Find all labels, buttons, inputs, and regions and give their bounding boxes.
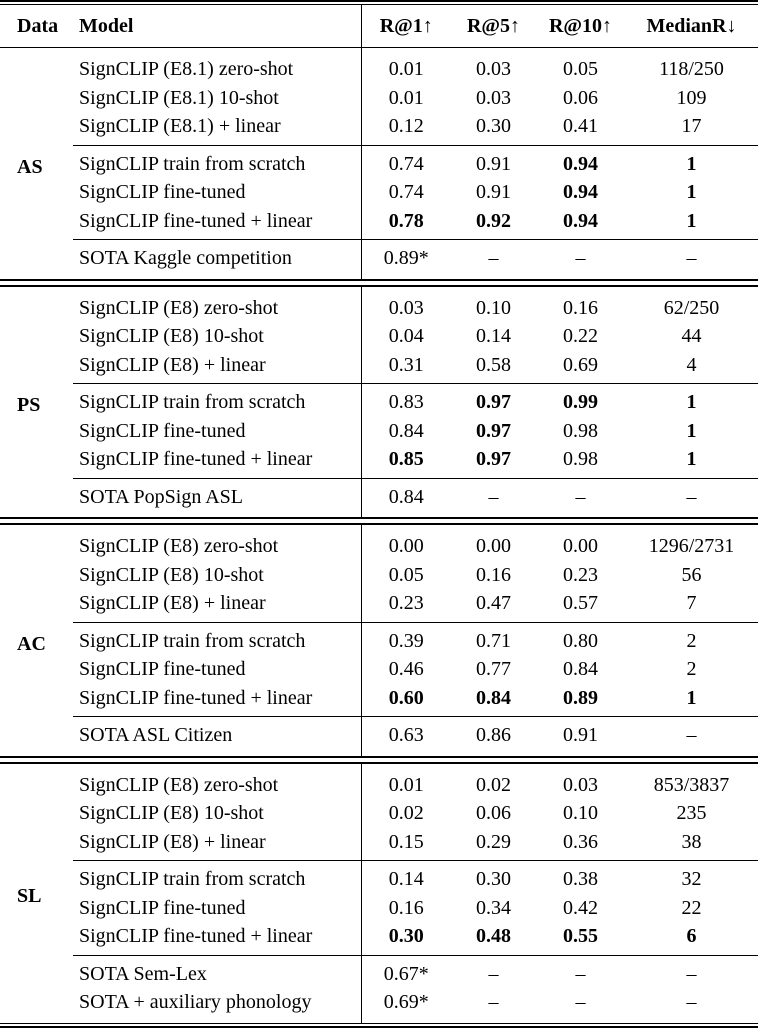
value-cell: 0.84 <box>476 686 511 709</box>
value-cell: 1 <box>686 686 697 709</box>
model-cell: SignCLIP fine-tuned <box>79 658 246 680</box>
value-cell: 0.85 <box>361 445 451 478</box>
header-row <box>0 5 758 48</box>
value-cell: 0.91 <box>536 717 625 757</box>
value-cell: 0.89 <box>563 686 598 709</box>
value-cell: 0.15 <box>361 828 451 861</box>
header-r1: R@1↑ <box>361 5 451 48</box>
value-cell: – <box>536 478 625 518</box>
model-cell: SignCLIP (E8) zero-shot <box>79 773 279 796</box>
model-cell: SignCLIP (E8.1) zero-shot <box>79 58 294 80</box>
value-cell: – <box>451 240 536 280</box>
value-cell: 0.22 <box>563 325 598 347</box>
value-cell: 118/250 <box>659 58 724 80</box>
value-cell: 0.04 <box>361 322 451 351</box>
table-row <box>0 655 758 684</box>
table-row <box>0 178 758 207</box>
value-cell: 38 <box>681 830 702 853</box>
value-cell: 0.74 <box>361 145 451 178</box>
value-cell: 0.03 <box>476 58 511 80</box>
value-cell: 1 <box>625 145 758 178</box>
group-label-sl: SL <box>17 885 42 908</box>
value-cell: 0.80 <box>536 622 625 655</box>
table-row <box>0 48 758 84</box>
value-cell: 0.92 <box>476 209 511 232</box>
table-row <box>0 478 758 518</box>
value-cell: 0.30 <box>451 861 536 894</box>
value-cell: 0.91 <box>451 145 536 178</box>
value-cell: 0.63 <box>361 717 451 757</box>
value-cell: 0.69 <box>563 353 598 376</box>
model-cell: SOTA Sem-Lex <box>73 955 361 988</box>
value-cell: 0.94 <box>563 181 598 203</box>
value-cell: – <box>488 991 499 1013</box>
model-cell: SignCLIP fine-tuned + linear <box>79 448 313 470</box>
table-row <box>0 207 758 240</box>
model-cell: SOTA Kaggle competition <box>73 240 361 280</box>
table-row <box>0 988 758 1023</box>
table-row <box>0 145 758 178</box>
table-row <box>0 84 758 113</box>
table-row <box>0 112 758 145</box>
value-cell: 0.16 <box>563 296 598 319</box>
value-cell: 0.67* <box>361 955 451 988</box>
value-cell: 0.14 <box>361 861 451 894</box>
value-cell: 0.00 <box>361 524 451 561</box>
value-cell: 4 <box>686 353 697 376</box>
model-cell: SignCLIP fine-tuned + linear <box>79 925 313 947</box>
group-label-ac: AC <box>17 632 46 655</box>
table-row <box>0 384 758 417</box>
value-cell: – <box>625 955 758 988</box>
value-cell: 0.16 <box>361 894 451 923</box>
value-cell: 0.78 <box>361 207 451 240</box>
table-row <box>0 763 758 800</box>
value-cell: 0.89* <box>361 240 451 280</box>
value-cell: 1 <box>686 448 697 470</box>
value-cell: – <box>625 478 758 518</box>
value-cell: 0.71 <box>451 622 536 655</box>
value-cell: 1296/2731 <box>648 535 735 557</box>
value-cell: 0.99 <box>536 384 625 417</box>
value-cell: 0.74 <box>361 178 451 207</box>
value-cell: – <box>451 955 536 988</box>
value-cell: 0.47 <box>476 592 511 614</box>
table-row <box>0 322 758 351</box>
value-cell: 0.60 <box>361 684 451 717</box>
value-cell: 22 <box>681 896 702 919</box>
header-model: Model <box>73 5 361 48</box>
model-cell: SignCLIP train from scratch <box>73 384 361 417</box>
value-cell: 0.36 <box>563 830 598 853</box>
value-cell: 0.01 <box>361 48 451 84</box>
value-cell: 1 <box>686 181 697 203</box>
value-cell: 0.00 <box>563 535 598 557</box>
value-cell: – <box>625 240 758 280</box>
model-cell: SignCLIP (E8.1) 10-shot <box>79 86 279 109</box>
value-cell: 0.38 <box>536 861 625 894</box>
table-header <box>0 5 758 48</box>
model-cell: SOTA ASL Citizen <box>73 717 361 757</box>
value-cell: 0.14 <box>476 325 511 347</box>
table-row <box>0 524 758 561</box>
value-cell: – <box>536 955 625 988</box>
value-cell: 0.39 <box>361 622 451 655</box>
model-cell: SignCLIP (E8) zero-shot <box>79 296 279 319</box>
model-cell: SignCLIP (E8.1) + linear <box>79 115 281 137</box>
header-r10: R@10↑ <box>536 5 625 48</box>
value-cell: 235 <box>676 802 707 824</box>
value-cell: 0.01 <box>361 763 451 800</box>
value-cell: 32 <box>625 861 758 894</box>
header-r5: R@5↑ <box>451 5 536 48</box>
value-cell: 853/3837 <box>653 773 730 796</box>
table-row <box>0 240 758 280</box>
value-cell: 0.10 <box>563 802 598 824</box>
model-cell: SignCLIP (E8) 10-shot <box>79 325 264 347</box>
model-cell: SignCLIP (E8) 10-shot <box>79 563 264 586</box>
value-cell: 1 <box>686 209 697 232</box>
model-cell: SignCLIP (E8) zero-shot <box>79 535 279 557</box>
model-cell: SignCLIP (E8) + linear <box>79 830 266 853</box>
table-bottom-rule <box>0 1023 758 1028</box>
value-cell: 0.91 <box>476 181 511 203</box>
value-cell: 0.48 <box>476 925 511 947</box>
value-cell: 0.10 <box>476 296 511 319</box>
value-cell: 0.69* <box>361 988 451 1023</box>
value-cell: 0.84 <box>361 478 451 518</box>
value-cell: 0.46 <box>361 655 451 684</box>
model-cell: SignCLIP fine-tuned <box>79 181 246 203</box>
value-cell: 0.55 <box>563 925 598 947</box>
value-cell: 0.23 <box>563 563 598 586</box>
value-cell: 56 <box>681 563 702 586</box>
model-cell: SignCLIP (E8) 10-shot <box>79 802 264 824</box>
value-cell: 0.03 <box>361 286 451 323</box>
model-cell: SignCLIP (E8) + linear <box>79 592 266 614</box>
header-data: Data <box>0 5 73 48</box>
table-row <box>0 561 758 590</box>
value-cell: 17 <box>681 115 702 137</box>
value-cell: 0.01 <box>361 84 451 113</box>
table-row <box>0 894 758 923</box>
value-cell: 1 <box>625 384 758 417</box>
value-cell: – <box>625 717 758 757</box>
value-cell: 0.97 <box>476 448 511 470</box>
table-row <box>0 351 758 384</box>
value-cell: – <box>686 991 697 1013</box>
value-cell: 0.06 <box>563 86 598 109</box>
model-cell: SOTA PopSign ASL <box>73 478 361 518</box>
value-cell: 109 <box>676 86 707 109</box>
value-cell: 0.16 <box>476 563 511 586</box>
value-cell: 0.42 <box>563 896 598 919</box>
table-row <box>0 445 758 478</box>
table-row <box>0 799 758 828</box>
value-cell: 2 <box>686 658 697 680</box>
value-cell: 0.05 <box>563 58 598 80</box>
value-cell: 0.94 <box>536 145 625 178</box>
value-cell: 0.02 <box>476 773 511 796</box>
value-cell: 0.30 <box>361 922 451 955</box>
table-row <box>0 622 758 655</box>
value-cell: 0.29 <box>476 830 511 853</box>
value-cell: 0.98 <box>563 419 598 442</box>
value-cell: 0.30 <box>476 115 511 137</box>
model-cell: SignCLIP train from scratch <box>73 145 361 178</box>
value-cell: 0.03 <box>476 86 511 109</box>
model-cell: SignCLIP (E8) + linear <box>79 353 266 376</box>
value-cell: 0.94 <box>563 209 598 232</box>
table-row <box>0 717 758 757</box>
table-row <box>0 955 758 988</box>
model-cell: SignCLIP train from scratch <box>73 861 361 894</box>
group-label-ps: PS <box>17 394 41 416</box>
value-cell: 7 <box>686 592 697 614</box>
group-label-as: AS <box>17 155 43 178</box>
results-tbody <box>0 48 758 1023</box>
model-cell: SignCLIP fine-tuned + linear <box>79 686 313 709</box>
value-cell: 0.31 <box>361 351 451 384</box>
value-cell: 0.77 <box>476 658 511 680</box>
model-cell: SignCLIP fine-tuned <box>79 896 246 919</box>
value-cell: 0.34 <box>476 896 511 919</box>
model-cell: SignCLIP fine-tuned <box>79 419 246 442</box>
table-row <box>0 922 758 955</box>
value-cell: 0.97 <box>476 419 511 442</box>
value-cell: 0.84 <box>361 417 451 446</box>
table-row <box>0 589 758 622</box>
value-cell: 0.23 <box>361 589 451 622</box>
value-cell: 0.57 <box>563 592 598 614</box>
value-cell: 0.41 <box>563 115 598 137</box>
value-cell: 44 <box>681 325 702 347</box>
value-cell: 0.00 <box>476 535 511 557</box>
value-cell: 0.86 <box>451 717 536 757</box>
value-cell: 1 <box>686 419 697 442</box>
value-cell: 62/250 <box>663 296 720 319</box>
table-row <box>0 286 758 323</box>
value-cell: 0.83 <box>361 384 451 417</box>
value-cell: 0.97 <box>451 384 536 417</box>
model-cell: SignCLIP train from scratch <box>73 622 361 655</box>
value-cell: 0.03 <box>563 773 598 796</box>
value-cell: 0.02 <box>361 799 451 828</box>
model-cell: SOTA + auxiliary phonology <box>79 991 312 1013</box>
table-row <box>0 684 758 717</box>
table-row <box>0 828 758 861</box>
value-cell: 0.84 <box>563 658 598 680</box>
header-medianr: MedianR↓ <box>625 5 758 48</box>
value-cell: – <box>575 991 586 1013</box>
table-row <box>0 417 758 446</box>
value-cell: – <box>451 478 536 518</box>
value-cell: 0.98 <box>563 448 598 470</box>
results-table <box>0 5 758 1023</box>
value-cell: 0.05 <box>361 561 451 590</box>
table-row <box>0 861 758 894</box>
value-cell: 6 <box>686 925 697 947</box>
value-cell: 0.12 <box>361 112 451 145</box>
value-cell: 2 <box>625 622 758 655</box>
value-cell: 0.06 <box>476 802 511 824</box>
value-cell: – <box>536 240 625 280</box>
value-cell: 0.58 <box>476 353 511 376</box>
model-cell: SignCLIP fine-tuned + linear <box>79 209 313 232</box>
